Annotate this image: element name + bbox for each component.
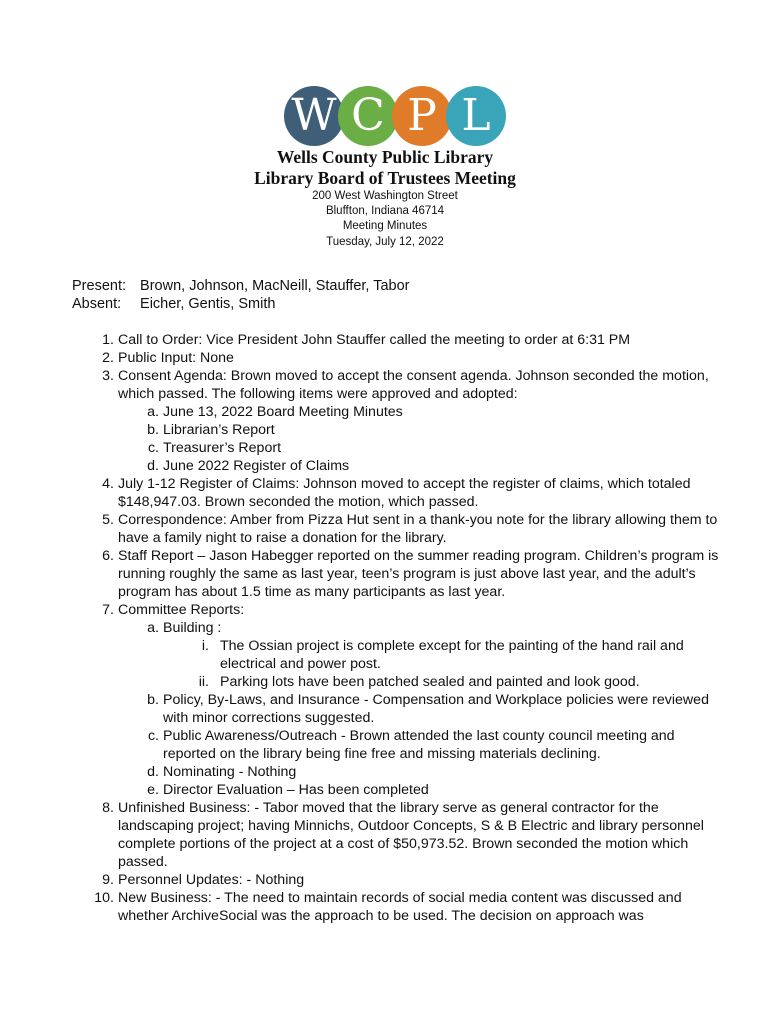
item-number: i. [201,638,209,654]
minutes-list [72,331,722,925]
item-text: Nominating - Nothing [163,764,297,780]
present-line [72,277,410,295]
item-number: a. [147,620,159,636]
item-text: Treasurer’s Report [163,440,282,456]
address-street: 200 West Washington Street [312,190,458,202]
item-number: e. [147,782,159,798]
item-text: Unfinished Business: - Tabor moved that the library serve as general contractor for the landscaping project; having Minnichs, Outdoor Concepts, S & B Electric and library personnel complete portions of the project at a cost of $50,973.52. Brown seconded the motion which passed. [118,800,704,870]
item-text: June 13, 2022 Board Meeting Minutes [163,404,403,420]
item-number: d. [147,764,159,780]
item-text: Librarian’s Report [163,422,275,438]
item-number: 9. [102,872,114,888]
item-number: c. [147,440,159,456]
item-text: Director Evaluation – Has been completed [163,782,429,798]
agenda-item [72,889,722,925]
sub-item [72,457,722,475]
agenda-item [72,799,722,871]
attendance-block [72,277,410,313]
sub-sub-item [72,673,722,691]
item-text: Consent Agenda: Brown moved to accept the consent agenda. Johnson seconded the motion, which passed. The following items were approved and adopted: [118,368,709,402]
sub-item [72,781,722,799]
sub-item [72,619,722,637]
item-number: ii. [198,674,209,690]
item-number: 3. [102,368,114,384]
item-number: 7. [102,602,114,618]
item-text: Call to Order: Vice President John Stauffer called the meeting to order at 6:31 PM [118,332,631,348]
sub-item [72,421,722,439]
item-number: 8. [102,800,114,816]
sub-item [72,763,722,781]
agenda-item [72,871,722,889]
item-number: 1. [102,332,114,348]
item-text: Committee Reports: [118,602,245,618]
address-city: Bluffton, Indiana 46714 [325,205,445,218]
item-number: c. [147,728,159,744]
sub-sub-item [72,637,722,673]
item-text: Personnel Updates: - Nothing [118,872,305,888]
logo-letter-l: L [446,86,506,146]
item-number: b. [147,692,159,708]
item-text: Correspondence: Amber from Pizza Hut sent in a thank-you note for the library allowing them to have a family night to raise a donation for the library. [118,512,718,546]
document-header [0,147,770,250]
absent-names: Eicher, Gentis, Smith [140,296,276,312]
agenda-item [72,475,722,511]
item-number: 6. [102,548,114,564]
present-label: Present: [72,278,126,294]
sub-item [72,403,722,421]
item-text: New Business: - The need to maintain records of social media content was discussed and whether ArchiveSocial was the approach to be used. The decision on approach was [118,890,682,924]
item-number: 10. [94,890,114,906]
item-text: Parking lots have been patched sealed and painted and look good. [220,674,640,690]
item-number: b. [147,422,159,438]
absent-label: Absent: [72,296,122,312]
agenda-item [72,349,722,367]
item-text: Public Input: None [118,350,234,366]
item-number: 2. [102,350,114,366]
item-text: The Ossian project is complete except for the painting of the hand rail and electrical and power post. [220,638,684,672]
item-number: a. [147,404,159,420]
logo-letter-p: P [392,86,452,146]
item-number: 5. [102,512,114,528]
item-text: Building : [163,620,222,636]
present-names: Brown, Johnson, MacNeill, Stauffer, Tabor [140,278,410,294]
meeting-title: Library Board of Trustees Meeting [254,168,516,188]
document-type: Meeting Minutes [342,220,428,233]
agenda-item [72,547,722,601]
agenda-item [72,331,722,349]
library-logo [284,86,506,146]
sub-item [72,727,722,763]
item-text: Policy, By-Laws, and Insurance - Compensation and Workplace policies were reviewed with minor corrections suggested. [163,692,709,726]
logo-letter-c: C [338,86,398,146]
meeting-date: Tuesday, July 12, 2022 [326,235,444,248]
sub-item [72,691,722,727]
sub-item [72,439,722,457]
agenda-item [72,601,722,619]
library-name: Wells County Public Library [276,147,494,167]
absent-line [72,295,410,313]
item-number: 4. [102,476,114,492]
logo-letter-w: W [284,86,344,146]
item-text: July 1-12 Register of Claims: Johnson moved to accept the register of claims, which totaled $148,947.03. Brown seconded the motion, which passed. [118,476,691,510]
item-text: June 2022 Register of Claims [163,458,350,474]
agenda-item [72,511,722,547]
item-text: Public Awareness/Outreach - Brown attended the last county council meeting and reported on the library being fine free and missing materials declining. [163,728,675,762]
item-number: d. [147,458,159,474]
agenda-item [72,367,722,403]
item-text: Staff Report – Jason Habegger reported on the summer reading program. Children’s program is running roughly the same as last year, teen’s program is just above last year, and the adult’s program has about 1.5 time as many participants as last year. [118,548,719,600]
